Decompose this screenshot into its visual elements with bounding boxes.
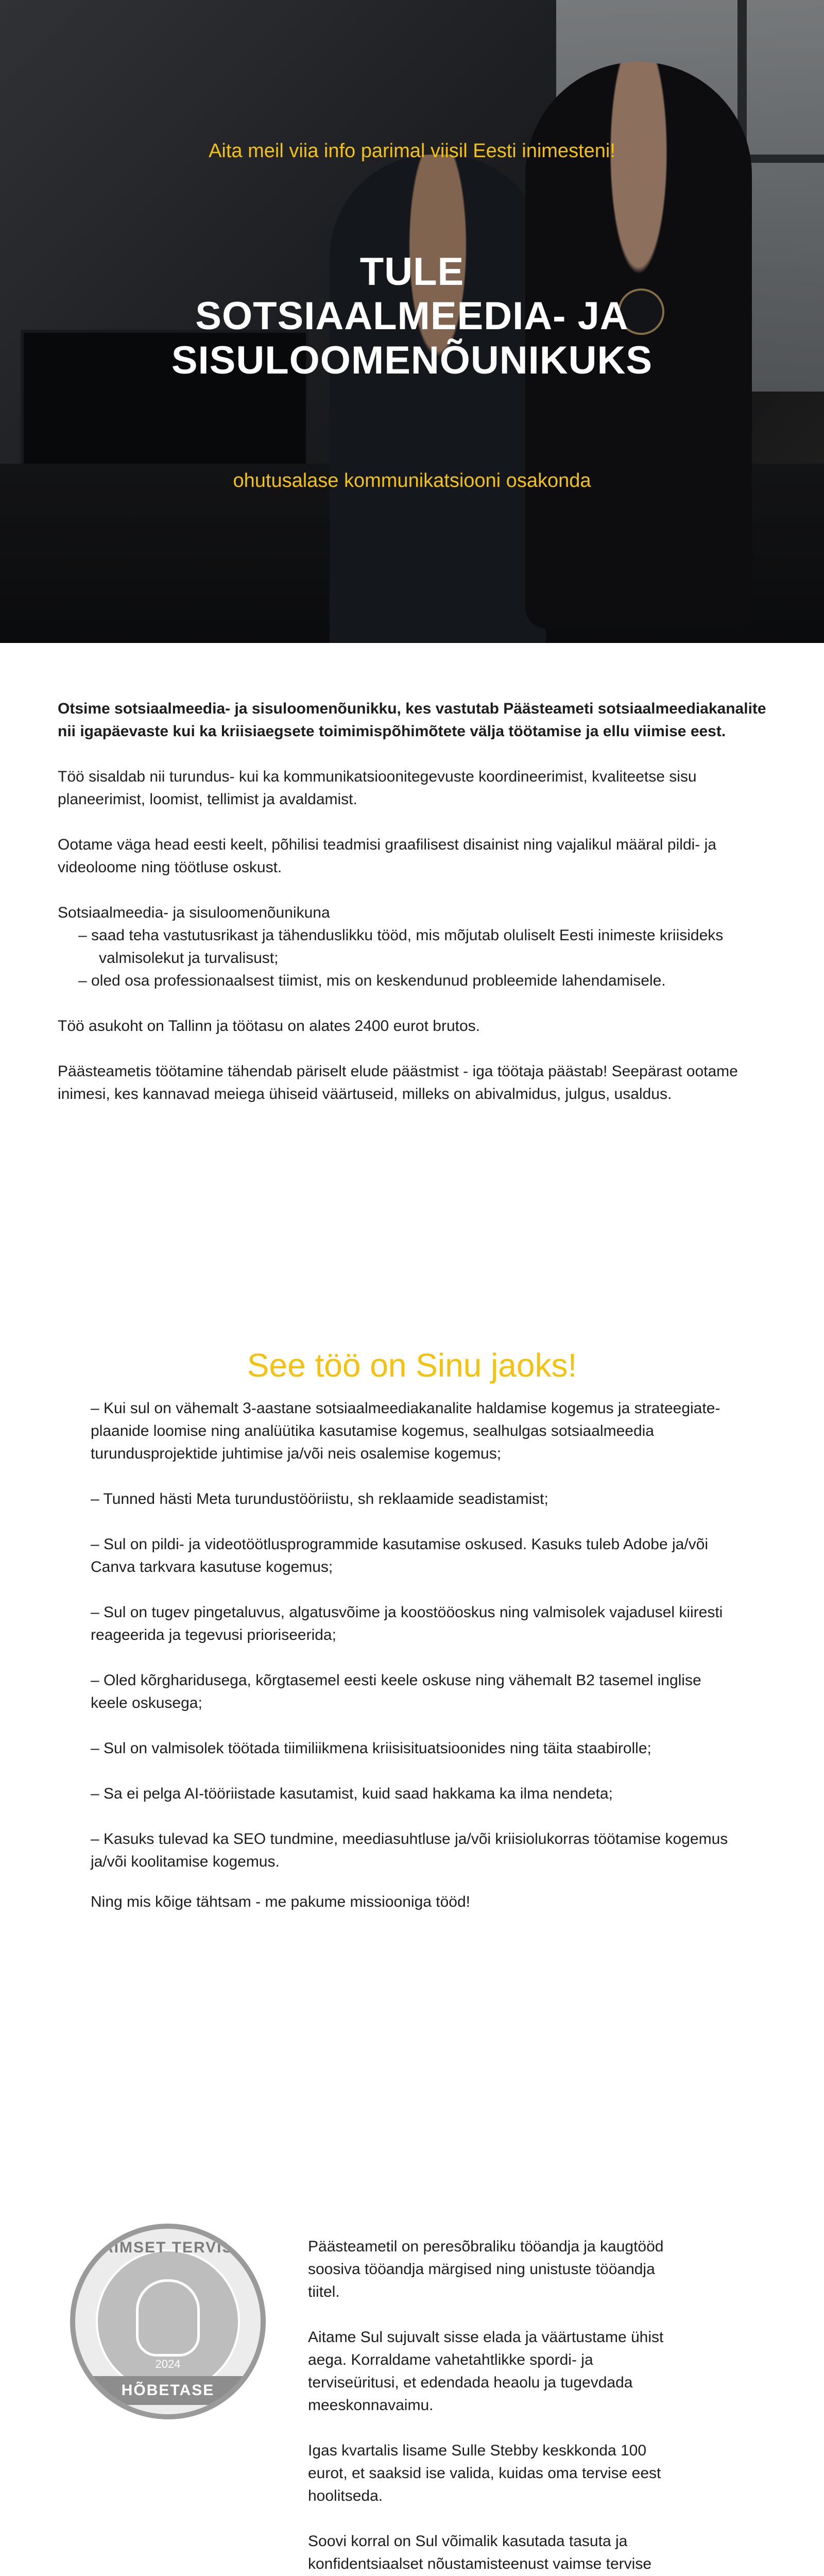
requirement-item: – Tunned hästi Meta turundustööriistu, sh reklaamide seadistamist; [91, 1490, 548, 1507]
intro-lead: Otsime sotsiaalmeedia- ja sisuloomenõunikku, kes vastutab Päästeameti sotsiaalmeediakanalite nii igapäevaste kui ka kriisiaegsete toimimispõhimõtete välja töötamise ja ellu viimise eest. [58, 700, 766, 740]
offer-closing: Ning mis kõige tähtsam - me pakume missiooniga tööd! [91, 1893, 470, 1910]
wellbeing-paragraph: Igas kvartalis lisame Sulle Stebby keskkonda 100 eurot, et saaksid ise valida, kuidas oma tervise eest hoolitseda. [308, 2442, 661, 2504]
location-salary: Töö asukoht on Tallinn ja töötasu on alates 2400 eurot brutos. [58, 1018, 480, 1035]
intro-section [58, 698, 768, 1128]
role-item: – oled osa professionaalsest tiimist, mis on keskendunud probleemide lahendamisele. [78, 972, 666, 989]
hero-title-line: TULE [359, 250, 465, 294]
wellbeing-paragraph: Päästeametil on peresõbraliku tööandja ja kaugtööd soosiva tööandja märgised ning unistuste tööandja tiitel. [308, 2238, 664, 2300]
hero-title-line: SISULOOMENÕUNIKUKS [171, 338, 653, 382]
mental-health-seal [70, 2224, 266, 2419]
requirement-item: – Sa ei pelga AI-tööriistade kasutamist, kuid saad hakkama ka ilma nendeta; [91, 1785, 613, 1802]
hero-banner [0, 0, 824, 643]
role-item: – saad teha vastutusrikast ja tähenduslikku tööd, mis mõjutab oluliselt Eesti inimeste kriisideks valmisolekut ja turvalisust; [78, 927, 724, 967]
seal-year: 2024 [155, 2358, 181, 2370]
seal-top-text: VAIMSET TERVIST [92, 2239, 244, 2256]
wellbeing-paragraph: Aitame Sul sujuvalt sisse elada ja väärtustame ühist aega. Korraldame vahetahtlikke spordi- ja terviseüritusi, et edendada heaolu ja tugevdada meeskonnavaimu. [308, 2329, 664, 2414]
seal-band: HÕBETASE [70, 2376, 266, 2405]
requirement-item: – Sul on valmisolek töötada tiimiliikmena kriisisituatsioonides ning täita staabirolle; [91, 1740, 651, 1757]
hero-title [0, 250, 824, 383]
offer-heading: See töö on Sinu jaoks! [247, 1347, 577, 1384]
requirement-item: – Sul on pildi- ja videotöötlusprogrammide kasutamise oskused. Kasuks tuleb Adobe ja/või Canva tarkvara kasutuse kogemus; [91, 1536, 709, 1575]
intro-paragraph: Päästeametis töötamine tähendab päriselt elude päästmist - iga töötaja päästab! Seepärast ootame inimesi, kes kannavad meiega ühiseid väärtuseid, milleks on abivalmidus, julgus, usaldus. [58, 1063, 738, 1103]
requirements-list [91, 1397, 740, 1913]
requirement-item: – Oled kõrgharidusega, kõrgtasemel eesti keele oskuse ning vähemalt B2 tasemel inglise keele oskusega; [91, 1672, 701, 1711]
role-block [58, 902, 768, 992]
hero-tagline-bottom: ohutusalase kommunikatsiooni osakonda [233, 470, 591, 492]
requirement-item: – Kui sul on vähemalt 3-aastane sotsiaalmeediakanalite haldamise kogemus ja strateegiate-plaanide loomise ning analüütika kasutamise kogemus, sealhulgas sotsiaalmeedia turundusprojektide juhtimise ja/või neis osalemise kogemus; [91, 1400, 720, 1462]
intro-paragraph: Ootame väga head eesti keelt, põhilisi teadmisi graafilisest disainist ning vajalikul määral pildi- ja videoloome ning töötluse oskust. [58, 836, 716, 876]
head-icon [136, 2279, 200, 2357]
wellbeing-text [308, 2235, 684, 2576]
requirement-item: – Kasuks tulevad ka SEO tundmine, meediasuhtluse ja/või kriisiolukorras töötamise kogemus ja/või koolitamise kogemus. [91, 1831, 728, 1870]
intro-paragraph: Töö sisaldab nii turundus- kui ka kommunikatsioonitegevuste koordineerimist, kvaliteetse sisu planeerimist, loomist, tellimist ja avaldamist. [58, 768, 697, 808]
wellbeing-paragraph: Soovi korral on Sul võimalik kasutada tasuta ja konfidentsiaalset nõustamisteenust vaimse tervise [308, 2533, 652, 2572]
role-title: Sotsiaalmeedia- ja sisuloomenõunikuna [58, 904, 330, 921]
hero-title-line: SOTSIAALMEEDIA- JA [195, 294, 629, 338]
requirement-item: – Sul on tugev pingetaluvus, algatusvõime ja koostööoskus ning valmisolek vajadusel kiiresti reageerida ja tegevusi prioriseerida; [91, 1604, 723, 1643]
hero-tagline-top: Aita meil viia info parimal viisil Eesti inimesteni! [209, 140, 615, 162]
